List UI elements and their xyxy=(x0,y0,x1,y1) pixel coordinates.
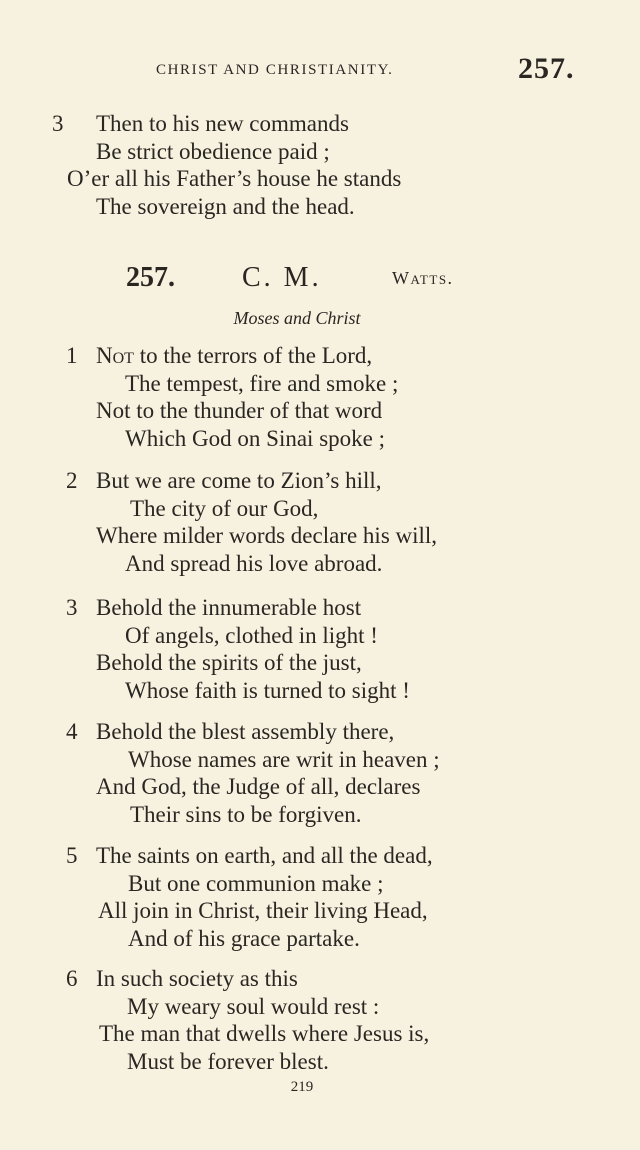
verse-line: Must be forever blest. xyxy=(127,1049,329,1074)
hymn-number: 257. xyxy=(126,262,175,293)
verse-line: Be strict obedience paid ; xyxy=(96,139,330,164)
stanza-number: 6 xyxy=(66,966,78,991)
verse-line: But one communion make ; xyxy=(128,871,384,896)
running-head xyxy=(0,52,640,86)
verse-line: Their sins to be forgiven. xyxy=(130,802,362,827)
first-word-small-caps: Not xyxy=(96,343,134,368)
running-title: CHRIST AND CHRISTIANITY. xyxy=(156,62,394,78)
verse-line: The man that dwells where Jesus is, xyxy=(99,1021,430,1046)
stanza-number: 5 xyxy=(66,843,78,868)
verse-line: Then to his new commands xyxy=(96,111,349,136)
verse-line: The city of our God, xyxy=(130,496,319,521)
verse-line: Where milder words declare his will, xyxy=(96,523,438,548)
stanza-number: 2 xyxy=(66,468,78,493)
stanza-number: 4 xyxy=(66,719,78,744)
verse-line xyxy=(96,342,372,370)
first-line-rest: to the terrors of the Lord, xyxy=(133,343,373,368)
verse-line: And spread his love abroad. xyxy=(125,551,383,576)
verse-line: Behold the blest assembly there, xyxy=(96,719,395,744)
verse-line: O’er all his Father’s house he stands xyxy=(67,166,402,191)
verse-line: Behold the spirits of the just, xyxy=(96,650,362,675)
verse-line: Not to the thunder of that word xyxy=(96,398,383,423)
verse-line: In such society as this xyxy=(96,966,298,991)
stanza-number: 3 xyxy=(66,595,78,620)
page-number: 219 xyxy=(290,1079,314,1095)
verse-line: All join in Christ, their living Head, xyxy=(98,898,428,923)
stanza-number: 1 xyxy=(66,343,78,368)
verse-line: Whose faith is turned to sight ! xyxy=(125,678,410,703)
verse-line: The saints on earth, and all the dead, xyxy=(96,843,433,868)
verse-line: And of his grace partake. xyxy=(128,926,360,951)
hymn-heading xyxy=(0,262,640,298)
verse-line: Of angels, clothed in light ! xyxy=(125,623,378,648)
hymn-title: Moses and Christ xyxy=(233,308,361,328)
running-hymn-number: 257. xyxy=(518,52,575,85)
hymn-author: Watts. xyxy=(392,268,454,288)
verse-line: But we are come to Zion’s hill, xyxy=(96,468,382,493)
verse-line: And God, the Judge of all, declares xyxy=(96,774,421,799)
verse-line: Which God on Sinai spoke ; xyxy=(125,426,385,451)
verse-line: My weary soul would rest : xyxy=(127,994,380,1019)
verse-line: Whose names are writ in heaven ; xyxy=(128,747,440,772)
hymn-meter: C. M. xyxy=(242,262,322,293)
verse-line: Behold the innumerable host xyxy=(96,595,362,620)
verse-line: The sovereign and the head. xyxy=(96,194,355,219)
stanza-number: 3 xyxy=(52,111,64,136)
verse-line: The tempest, fire and smoke ; xyxy=(125,371,399,396)
